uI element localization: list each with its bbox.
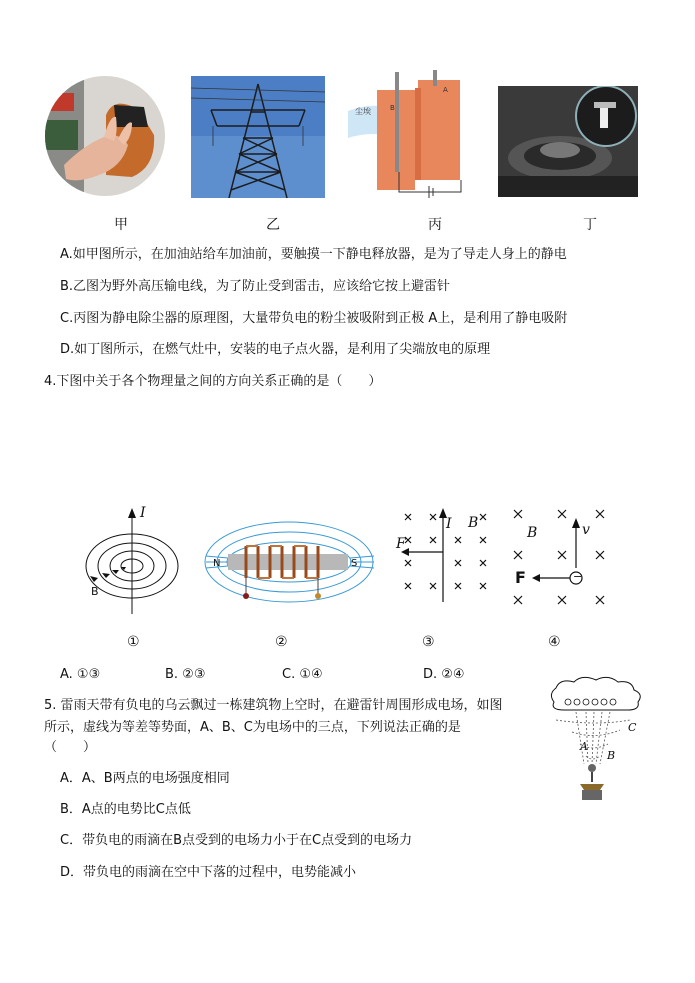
q4-option-b: B. ②③	[165, 667, 206, 682]
fig1-field-label: B	[91, 585, 99, 598]
q5-label-a: A	[580, 740, 588, 753]
q5-option-b: B．A点的电势比C点低	[60, 802, 191, 817]
photo-bing	[343, 66, 473, 198]
q5-paren: （ ）	[44, 740, 97, 755]
q4-option-d: D. ②④	[423, 667, 465, 682]
q5-stem-line1: 5. 雷雨天带有负电的乌云飘过一栋建筑物上空时，在避雷针周围形成电场，如图	[44, 698, 503, 713]
figure-number-2: ②	[275, 634, 288, 650]
fig4-force-label: F	[515, 568, 526, 587]
q3-option-a: A.如甲图所示，在加油站给车加油前，要触摸一下静电释放器，是为了导走人身上的静电	[60, 247, 567, 262]
fig4-charge-label: −	[573, 570, 583, 583]
caption-jia: 甲	[114, 217, 128, 233]
q4-figure-4	[508, 506, 612, 608]
fig3-force-label: F	[396, 536, 406, 552]
q4-option-c: C. ①④	[282, 667, 323, 682]
caption-ding: 丁	[583, 217, 597, 233]
q4-option-a: A. ①③	[60, 667, 101, 682]
q5-label-c: C	[628, 721, 637, 734]
q5-option-a: A．A、B两点的电场强度相同	[60, 771, 230, 786]
fig4-field-label: B	[527, 525, 538, 541]
figure-number-4: ④	[548, 634, 561, 650]
q5-stem-line2: 所示，虚线为等差等势面，A、B、C为电场中的三点，下列说法正确的是	[44, 720, 461, 735]
fig3-field-label: B	[468, 515, 479, 531]
q3-option-d: D.如丁图所示，在燃气灶中，安装的电子点火器，是利用了尖端放电的原理	[60, 342, 491, 357]
q5-option-d: D．带负电的雨滴在空中下落的过程中，电势能减小	[60, 865, 357, 880]
fig2-south-label: S	[351, 558, 358, 569]
figure-number-3: ③	[422, 634, 435, 650]
q5-label-b: B	[607, 749, 616, 762]
figure-number-1: ①	[127, 634, 140, 650]
fig1-current-label: I	[140, 505, 146, 521]
fig3-current-label: I	[446, 516, 452, 532]
q4-stem: 4.下图中关于各个物理量之间的方向关系正确的是（ ）	[44, 374, 382, 389]
q3-option-b: B.乙图为野外高压输电线，为了防止受到雷击，应该给它按上避雷针	[60, 279, 451, 294]
plate-a-label: A	[443, 86, 448, 94]
caption-bing: 丙	[428, 217, 442, 233]
plate-b-label: B	[390, 104, 395, 112]
q3-option-c: C.丙图为静电除尘器的原理图，大量带负电的粉尘被吸附到正极 A上，是利用了静电吸附	[60, 311, 568, 326]
q4-figure-2	[202, 512, 376, 610]
photo-ding	[498, 86, 638, 197]
dust-label: 尘埃	[355, 107, 371, 116]
q5-figure	[546, 676, 646, 806]
q5-option-c: C．带负电的雨滴在B点受到的电场力小于在C点受到的电场力	[60, 833, 413, 848]
fig4-velocity-label: v	[582, 522, 590, 538]
caption-yi: 乙	[266, 217, 280, 233]
photo-yi	[191, 76, 325, 198]
fig2-north-label: N	[213, 558, 221, 569]
photo-jia	[44, 75, 166, 197]
